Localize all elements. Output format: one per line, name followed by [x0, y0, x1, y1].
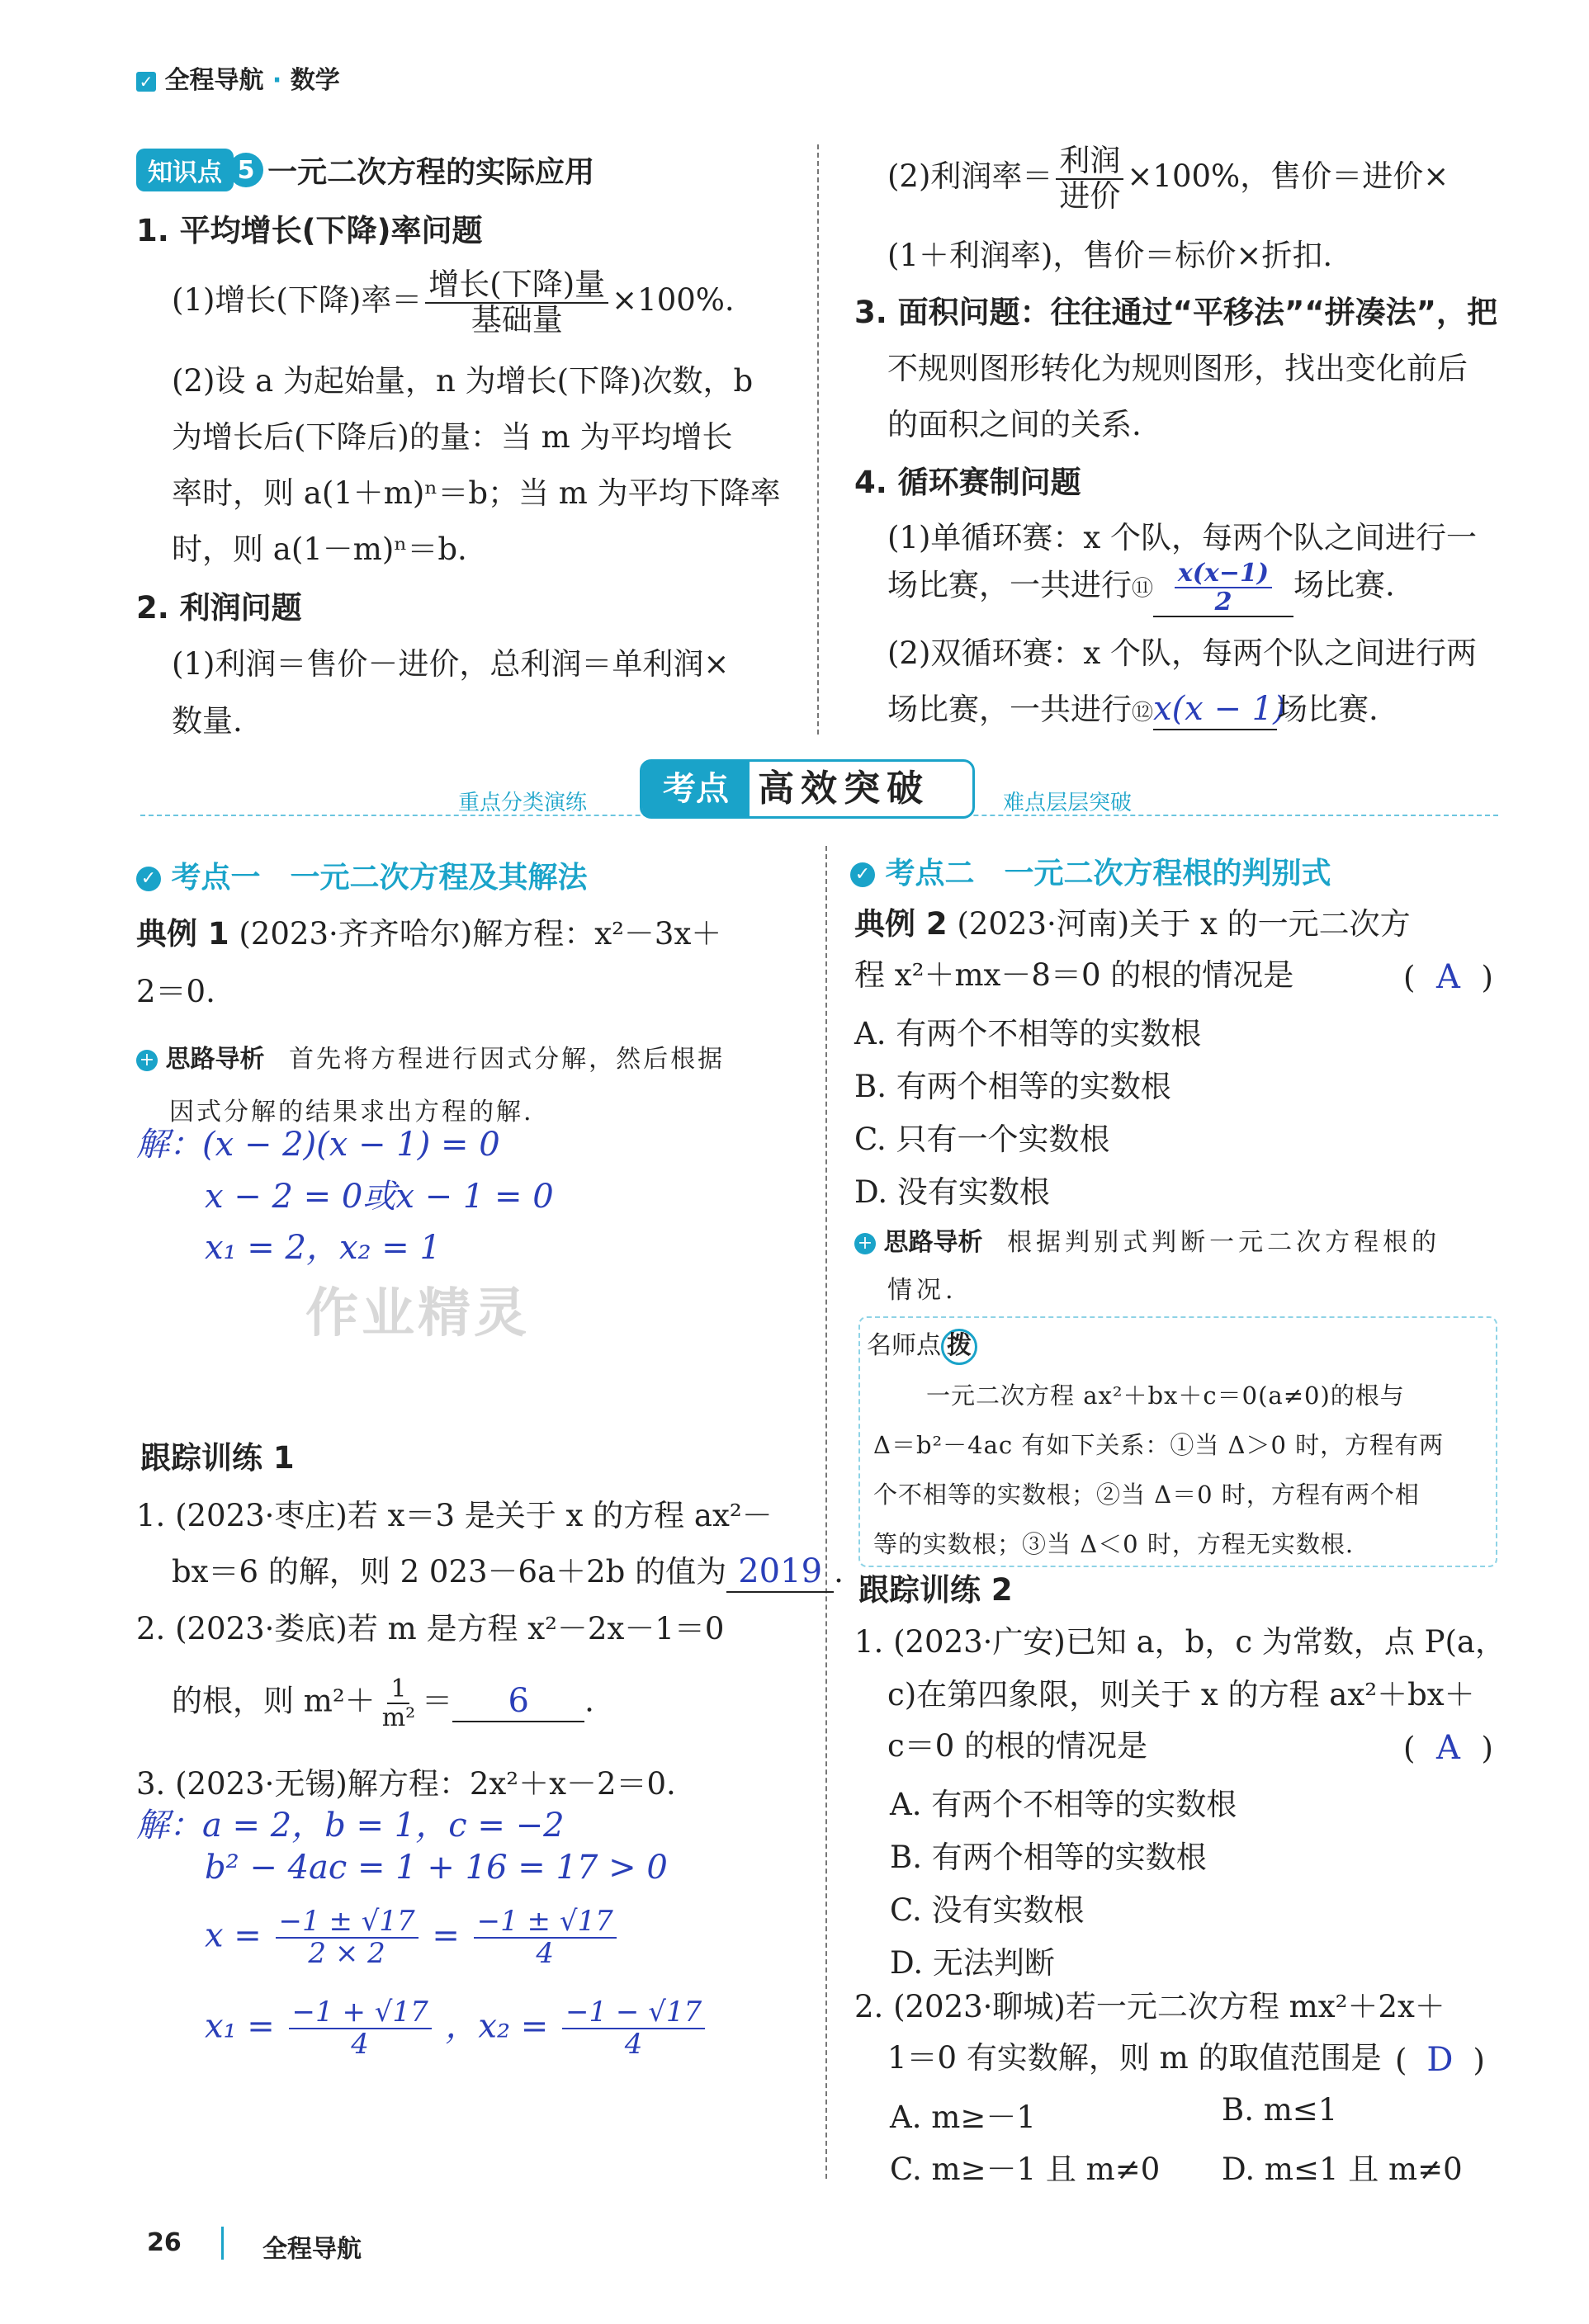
fraction-num: 1 — [387, 1675, 409, 1704]
check-circle-icon: ✓ — [850, 862, 875, 887]
p4-a-prefix: 场比赛，一共进行 — [887, 567, 1132, 603]
kd1-hint-line1 — [136, 1038, 725, 1075]
fraction-num: −1 − √17 — [562, 1997, 705, 2029]
fraction-num: −1 ± √17 — [474, 1906, 617, 1939]
p4-b-line1: (2)双循环赛：x 个队，每两个队之间进行两 — [887, 635, 1478, 671]
track2-q2-option-b: B. m≤1 — [1222, 2092, 1338, 2128]
badge-number: 5 — [229, 153, 263, 187]
p3-text: 3. 面积问题：往往通过“平移法”“拼凑法”，把 — [854, 295, 1497, 330]
fraction-num: 利润 — [1056, 144, 1123, 180]
kd1-example-line1 — [136, 916, 721, 952]
p2-a-line1: (1)利润＝售价－进价，总利润＝单利润× — [172, 646, 730, 682]
answer-choice: D — [1426, 2041, 1454, 2079]
q3-fraction-1 — [276, 1906, 419, 1970]
track2-q1-line1: 1. (2023·广安)已知 a，b，c 为常数，点 P(a， — [854, 1624, 1506, 1660]
kd1-example-line2: 2＝0. — [136, 974, 215, 1009]
fraction-num: −1 + √17 — [289, 1997, 432, 2029]
p4-a-suffix: 场比赛. — [1293, 567, 1395, 603]
tip-line2: Δ＝b²－4ac 有如下关系：①当 Δ＞0 时，方程有两 — [873, 1431, 1445, 1459]
p2-b-line2: (1＋利润率)，售价＝标价×折扣. — [887, 238, 1333, 273]
fraction-den: 进价 — [1059, 177, 1121, 214]
fraction-num: 增长(下降)量 — [425, 268, 608, 304]
answer-choice: A — [1435, 958, 1460, 996]
p4-b-line2 — [887, 689, 1379, 730]
track1-q1-line1: 1. (2023·枣庄)若 x＝3 是关于 x 的方程 ax²－ — [136, 1498, 773, 1533]
kd1-solution-line3: x₁ = 2，x₂ = 1 — [205, 1229, 441, 1267]
q3-solution-line2: b² − 4ac = 1 + 16 = 17 > 0 — [205, 1849, 668, 1887]
q2-fraction — [379, 1675, 419, 1731]
kd2-option-c: C. 只有一个实数根 — [854, 1122, 1110, 1157]
banner-kao: 考点 — [642, 762, 750, 816]
track2-q2-option-a: A. m≥－1 — [890, 2100, 1036, 2135]
answer-choice: A — [1435, 1729, 1460, 1767]
answer-fraction — [1175, 560, 1272, 616]
answer-blank-11 — [1153, 560, 1293, 617]
track2-q1-answer: ( A ) — [1403, 1729, 1493, 1767]
track2-q2-line2: 1＝0 有实数解，则 m 的取值范围是 — [887, 2040, 1382, 2076]
formula-suffix: ×100%. — [612, 282, 735, 319]
kd1-hint-line2: 因式分解的结果求出方程的解. — [169, 1098, 534, 1127]
track2-q2-answer: ( D ) — [1395, 2041, 1485, 2079]
track1-q2-line1: 2. (2023·娄底)若 m 是方程 x²－2x－1＝0 — [136, 1611, 725, 1646]
track2-q2-line1: 2. (2023·聊城)若一元二次方程 mx²＋2x＋ — [854, 1989, 1445, 2024]
plus-circle-icon: + — [854, 1233, 876, 1254]
kd1-solution-line1: 解：(x − 2)(x − 1) = 0 — [136, 1126, 500, 1164]
p3-line3: 的面积之间的关系. — [887, 407, 1142, 442]
magnifier-icon: 拨 — [941, 1329, 977, 1365]
header-title: 全程导航 — [164, 66, 264, 95]
p4-a-line2 — [887, 560, 1395, 617]
p1-b-line1: (2)设 a 为起始量，n 为增长(下降)次数，b — [172, 363, 754, 399]
eq-sign: = — [432, 1916, 460, 1955]
formula-prefix: (2)利润率＝ — [887, 158, 1053, 195]
q3-solution-line3 — [205, 1906, 620, 1970]
q1-prefix: bx＝6 的解，则 2 023－6a＋2b 的值为 — [172, 1554, 727, 1589]
banner-main: 高效突破 — [758, 768, 929, 810]
blank-marker: ⑫ — [1132, 701, 1154, 725]
track2-q1-option-a: A. 有两个不相等的实数根 — [890, 1787, 1237, 1822]
q3-fraction-2 — [474, 1906, 617, 1970]
kd2-example-line1 — [854, 906, 1411, 942]
p4-title: 4. 循环赛制问题 — [854, 465, 1081, 500]
kd2-title-text: 考点二 一元二次方程根的判别式 — [885, 857, 1331, 890]
q3-fraction-4 — [562, 1997, 705, 2061]
kd2-option-b: B. 有两个相等的实数根 — [854, 1069, 1171, 1104]
p4-a-line1: (1)单循环赛：x 个队，每两个队之间进行一 — [887, 520, 1478, 555]
track2-q1-option-b: B. 有两个相等的实数根 — [890, 1840, 1207, 1875]
q1-suffix: . — [834, 1554, 844, 1589]
answer-blank-q2: 6 — [452, 1681, 584, 1722]
p1-b-line3: 率时，则 a(1＋m)ⁿ＝b；当 m 为平均下降率 — [172, 475, 781, 511]
teacher-tip-header — [867, 1325, 977, 1365]
header — [136, 59, 340, 96]
growth-rate-formula — [172, 268, 735, 337]
track2-title: 跟踪训练 2 — [858, 1572, 1013, 1608]
kd1-title — [136, 854, 588, 896]
profit-rate-formula — [887, 144, 1449, 213]
teacher-label: 名师点 — [867, 1331, 941, 1360]
example-text: (2023·齐齐哈尔)解方程：x²－3x＋ — [239, 916, 722, 952]
example-text: (2023·河南)关于 x 的一元二次方 — [957, 906, 1411, 942]
p4-b-suffix: 场比赛. — [1277, 692, 1379, 727]
q3-fraction-3 — [289, 1997, 432, 2061]
fraction-num: −1 ± √17 — [276, 1906, 419, 1939]
check-circle-icon: ✓ — [136, 867, 161, 891]
teacher-tip-box — [858, 1316, 1497, 1567]
tip-line3: 个不相等的实数根；②当 Δ＝0 时，方程有两个相 — [873, 1481, 1420, 1509]
banner-box — [640, 759, 975, 819]
page-number: 26 — [147, 2228, 182, 2257]
q2-suffix: . — [584, 1683, 594, 1719]
q3-solution-line1: 解：a = 2，b = 1，c = −2 — [136, 1807, 565, 1845]
banner-right-text: 难点层层突破 — [1003, 791, 1133, 815]
column-divider-top — [817, 144, 819, 735]
track1-q3-line1: 3. (2023·无锡)解方程：2x²＋x－2＝0. — [136, 1766, 676, 1802]
footer-divider — [221, 2227, 224, 2260]
hint-label: 思路导析 — [883, 1228, 983, 1257]
hint-text: 首先将方程进行因式分解，然后根据 — [289, 1045, 726, 1074]
fraction-den: 4 — [536, 1937, 555, 1971]
tip-line1: 一元二次方程 ax²＋bx＋c＝0(a≠0)的根与 — [926, 1382, 1405, 1410]
watermark: 作业精灵 — [305, 1283, 530, 1344]
answer-blank-q1: 2019 — [726, 1552, 834, 1593]
track1-q1-line2 — [172, 1552, 844, 1593]
fraction-den: 4 — [351, 2028, 369, 2062]
kd2-example-line2: 程 x²＋mx－8＝0 的根的情况是 — [854, 957, 1294, 993]
q2-prefix: 的根，则 m²＋ — [172, 1683, 376, 1719]
fraction-den: m² — [381, 1703, 416, 1732]
track1-title: 跟踪训练 1 — [140, 1440, 295, 1476]
track2-q2-option-c: C. m≥－1 且 m≠0 — [890, 2152, 1161, 2187]
answer-num: x(x−1) — [1175, 560, 1272, 588]
answer-blank-12: x(x − 1) — [1153, 689, 1277, 730]
blank-marker: ⑪ — [1132, 576, 1154, 602]
section-title: 一元二次方程的实际应用 — [267, 155, 595, 190]
x2-eq: ，x₂ = — [445, 2007, 549, 2046]
p1-b-line2: 为增长后(下降后)的量：当 m 为平均增长 — [172, 419, 733, 455]
answer-den: 2 — [1214, 588, 1232, 616]
p2-a-line2: 数量. — [172, 703, 243, 739]
track2-q2-option-d: D. m≤1 且 m≠0 — [1222, 2152, 1463, 2187]
header-dot: · — [272, 66, 282, 95]
kd2-title — [850, 850, 1331, 892]
hint-text: 根据判别式判断一元二次方程根的 — [1007, 1228, 1441, 1257]
track2-q1-line2: c)在第四象限，则关于 x 的方程 ax²＋bx＋ — [887, 1677, 1475, 1712]
p1-b-line4: 时，则 a(1－m)ⁿ＝b. — [172, 531, 467, 567]
check-icon: ✓ — [136, 72, 156, 92]
formula-prefix: (1)增长(下降)率＝ — [172, 282, 423, 319]
fraction-den: 4 — [624, 2028, 643, 2062]
fraction-den: 2 × 2 — [308, 1937, 385, 1971]
plus-circle-icon: + — [136, 1050, 158, 1071]
track2-q1-option-c: C. 没有实数根 — [890, 1892, 1085, 1928]
track1-q2-line2 — [172, 1675, 594, 1731]
x-eq: x = — [205, 1916, 262, 1955]
kd2-option-d: D. 没有实数根 — [854, 1174, 1050, 1210]
tip-line4: 等的实数根；③当 Δ＜0 时，方程无实数根. — [873, 1530, 1355, 1558]
kd2-option-a: A. 有两个不相等的实数根 — [854, 1016, 1202, 1051]
kd2-hint-line2: 情况. — [887, 1276, 958, 1305]
example-label: 典例 2 — [854, 906, 948, 942]
p1-title: 1. 平均增长(下降)率问题 — [136, 213, 483, 248]
p3-line2: 不规则图形转化为规则图形，找出变化前后 — [887, 351, 1468, 386]
profit-fraction — [1056, 144, 1123, 213]
banner-left-text: 重点分类演练 — [458, 791, 588, 815]
header-subject: 数学 — [290, 66, 340, 95]
q2-eq: ＝ — [422, 1683, 453, 1719]
fraction-den: 基础量 — [471, 301, 563, 338]
example-label: 典例 1 — [136, 916, 229, 952]
track2-q1-option-d: D. 无法判断 — [890, 1945, 1055, 1981]
track2-q1-line3: c＝0 的根的情况是 — [887, 1728, 1148, 1764]
footer-title: 全程导航 — [262, 2235, 362, 2264]
formula-suffix: ×100%，售价＝进价× — [1127, 158, 1449, 195]
p4-b-prefix: 场比赛，一共进行 — [887, 692, 1132, 727]
kd2-hint-line1 — [854, 1221, 1440, 1258]
x1-eq: x₁ = — [205, 2007, 275, 2046]
kd1-solution-line2: x − 2 = 0或x − 1 = 0 — [205, 1178, 554, 1216]
badge-label: 知识点 — [136, 149, 234, 191]
growth-fraction — [425, 268, 608, 337]
q3-solution-line4 — [205, 1997, 708, 2061]
knowledge-point-badge — [136, 149, 594, 191]
kd2-example-answer: ( A ) — [1403, 958, 1493, 996]
column-divider-bottom — [825, 846, 827, 2179]
p3-line1 — [854, 295, 1497, 331]
p2-title: 2. 利润问题 — [136, 590, 302, 626]
kd1-title-text: 考点一 一元二次方程及其解法 — [171, 861, 588, 895]
hint-label: 思路导析 — [165, 1045, 265, 1074]
